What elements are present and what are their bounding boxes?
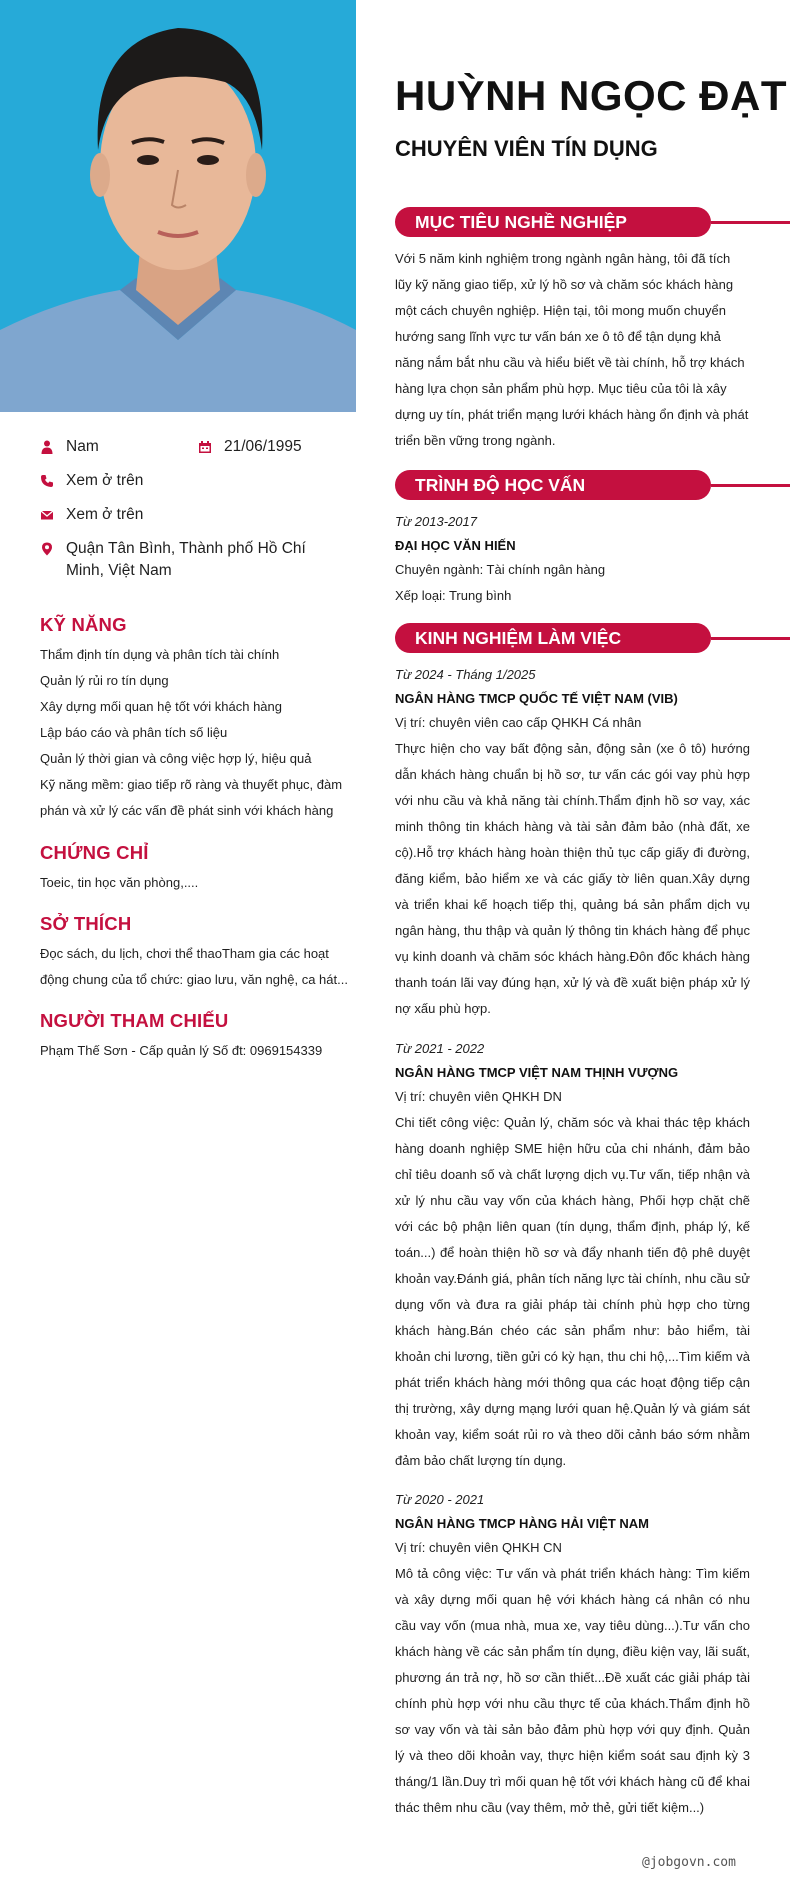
certificates-heading: CHỨNG CHỈ xyxy=(40,842,149,863)
location-pin-icon xyxy=(40,538,66,560)
job-description: Mô tả công việc: Tư vấn và phát triển khách hàng: Tìm kiếm và xây dựng mối quan hệ với khách hàng cá nhân có nhu cầu vay vốn (mua nhà, mua xe, vay tiêu dùng...).Tư vấn cho khách hàng về các sản phẩm tín dụng, điều kiện vay, lãi suất, phương án trả nợ, hồ sơ cần thiết...Đề xuất các giải pháp tài chính phù hợp với nhu cầu thực tế của khách.Thẩm định hồ sơ vay vốn và tài sản bảo đảm phù hợp với quy định. Quản lý và theo dõi khoản vay, thực hiện kiểm soát sau định kỳ 3 tháng/1 lần.Duy trì mối quan hệ tốt với khách hàng cũ để khai thác thêm nhu cầu (vay thêm, mở thẻ, gửi tiết kiệm...) xyxy=(395,1566,750,1815)
job-position: Vị trí: chuyên viên QHKH DN xyxy=(395,1089,562,1104)
objective-text: Với 5 năm kinh nghiệm trong ngành ngân hàng, tôi đã tích lũy kỹ năng giao tiếp, xử lý hồ sơ và chăm sóc khách hàng một cách chuyên nghiệp. Hiện tại, tôi mong muốn chuyển hướng sang lĩnh vực tư vấn bán xe ô tô để tận dụng khả năng nắm bắt nhu cầu và hiểu biết về tài chính, hỗ trợ khách hàng lựa chọn sản phẩm phù hợp. Mục tiêu của tôi là xây dựng uy tín, phát triển mạng lưới khách hàng ổn định và phát triển bền vững trong ngành. xyxy=(395,251,749,448)
job-position: Vị trí: chuyên viên QHKH CN xyxy=(395,1540,562,1555)
skill-item: Quản lý rủi ro tín dụng xyxy=(40,673,169,688)
left-column xyxy=(0,0,356,1884)
skill-item: Kỹ năng mềm: giao tiếp rõ ràng và thuyết phục, đàm phán và xử lý các vấn đề phát sinh với khách hàng xyxy=(40,777,343,818)
profile-photo xyxy=(0,0,356,412)
birthday-value: 21/06/1995 xyxy=(224,438,302,455)
job-period: Từ 2024 - Tháng 1/2025 xyxy=(395,667,536,682)
phone-icon xyxy=(40,470,66,492)
job-company: NGÂN HÀNG TMCP HÀNG HẢI VIỆT NAM xyxy=(395,1516,649,1531)
heading-divider xyxy=(711,637,790,640)
job-entry xyxy=(395,1490,750,1821)
heading-divider xyxy=(711,221,790,224)
references-text: Phạm Thế Sơn - Cấp quản lý Số đt: 0969154339 xyxy=(40,1043,323,1058)
calendar-icon xyxy=(198,436,224,458)
candidate-name: HUỲNH NGỌC ĐẠT xyxy=(395,72,787,119)
references-section xyxy=(40,1010,350,1064)
education-heading: TRÌNH ĐỘ HỌC VẤN xyxy=(395,470,711,500)
birthday-row xyxy=(198,436,302,458)
education-period: Từ 2013-2017 xyxy=(395,514,477,529)
watermark: @jobgovn.com xyxy=(642,1855,736,1870)
education-grade: Xếp loại: Trung bình xyxy=(395,588,512,603)
skill-item: Lập báo cáo và phân tích số liệu xyxy=(40,725,228,740)
email-row xyxy=(40,504,143,526)
experience-header xyxy=(395,623,790,653)
skills-heading: KỸ NĂNG xyxy=(40,614,127,635)
experience-heading: KINH NGHIỆM LÀM VIỆC xyxy=(395,623,711,653)
job-company: NGÂN HÀNG TMCP VIỆT NAM THỊNH VƯỢNG xyxy=(395,1065,679,1080)
candidate-title: CHUYÊN VIÊN TÍN DỤNG xyxy=(395,136,658,161)
portrait-image xyxy=(0,0,356,412)
education-entry xyxy=(395,512,750,609)
job-description: Chi tiết công việc: Quản lý, chăm sóc và khai thác tệp khách hàng doanh nghiệp SME hiện hữu của chi nhánh, đảm bảo chỉ tiêu doanh số và chất lượng dịch vụ.Tư vấn, tiếp nhận và xử lý nhu cầu vay vốn của khách hàng, Phối hợp chặt chẽ với các bộ phận liên quan (tín dụng, thẩm định, pháp lý, kế toán...) để hoàn thiện hồ sơ và đẩy nhanh tiến độ phê duyệt khoản vay.Đánh giá, phân tích năng lực tài chính, nhu cầu sử dụng vốn và đưa ra giải pháp tài chính phù hợp cho từng khách hàng.Bán chéo các sản phẩm như: bảo hiểm, tài khoản chi lương, tiền gửi có kỳ hạn, thu chi hộ,...Tìm kiếm và phát triển khách hàng mới thông qua các hoạt động tiếp cận thị trường, xây dựng mạng lưới quan hệ.Quản lý và giám sát khoản vay, kiểm soát rủi ro và theo dõi cảnh báo sớm nhằm đảm bảo chất lượng tín dụng. xyxy=(395,1115,750,1468)
objective-heading: MỤC TIÊU NGHỀ NGHIỆP xyxy=(395,207,711,237)
job-period: Từ 2021 - 2022 xyxy=(395,1041,485,1056)
hobbies-heading: SỞ THÍCH xyxy=(40,913,132,934)
education-school: ĐẠI HỌC VĂN HIẾN xyxy=(395,538,516,553)
job-entry xyxy=(395,1039,750,1474)
heading-divider xyxy=(711,484,790,487)
references-heading: NGƯỜI THAM CHIẾU xyxy=(40,1010,229,1031)
envelope-icon xyxy=(40,504,66,526)
address-row xyxy=(40,538,340,582)
hobbies-section xyxy=(40,913,350,993)
objective-header xyxy=(395,207,790,237)
certificates-text: Toeic, tin học văn phòng,.... xyxy=(40,875,199,890)
education-major: Chuyên ngành: Tài chính ngân hàng xyxy=(395,562,606,577)
job-position: Vị trí: chuyên viên cao cấp QHKH Cá nhân xyxy=(395,715,642,730)
job-entry xyxy=(395,665,750,1022)
email-value: Xem ở trên xyxy=(66,506,144,523)
gender-value: Nam xyxy=(66,438,99,455)
job-company: NGÂN HÀNG TMCP QUỐC TẾ VIỆT NAM (VIB) xyxy=(395,691,678,706)
job-description: Thực hiện cho vay bất động sản, động sản (xe ô tô) hướng dẫn khách hàng chuẩn bị hồ sơ, tư vấn các gói vay phù hợp với nhu cầu và khả năng tài chính.Thẩm định hồ sơ vay, xác minh thông tin khách hàng và tài sản đảm bảo (nhà đất, xe cộ).Hỗ trợ khách hàng hoàn thiện thủ tục cấp giấy đi đường, đăng kiểm, bảo hiểm xe và các giấy tờ liên quan.Xây dựng và triển khai kế hoạch tiếp thị, quảng bá sản phẩm dịch vụ ngân hàng, thu thập và quản lý thông tin khách hàng để phục vụ kinh doanh và chăm sóc khách hàng.Đôn đốc khách hàng thanh toán lãi vay đúng hạn, xử lý và đề xuất biện pháp xử lý nợ xấu phù hợp. xyxy=(395,741,750,1016)
right-column xyxy=(395,0,790,1884)
hobbies-text: Đọc sách, du lịch, chơi thể thaoTham gia các hoạt động chung của tổ chức: giao lưu, văn nghệ, ca hát... xyxy=(40,946,348,987)
certificates-section xyxy=(40,842,350,896)
skill-item: Quản lý thời gian và công việc hợp lý, hiệu quả xyxy=(40,751,312,766)
address-value: Quận Tân Bình, Thành phố Hồ Chí Minh, Việt Nam xyxy=(66,540,306,579)
phone-row xyxy=(40,470,143,492)
skill-item: Xây dựng mối quan hệ tốt với khách hàng xyxy=(40,699,282,714)
phone-value: Xem ở trên xyxy=(66,472,144,489)
skill-item: Thẩm định tín dụng và phân tích tài chính xyxy=(40,647,280,662)
gender-row xyxy=(40,436,99,458)
education-header xyxy=(395,470,790,500)
skills-section xyxy=(40,614,350,824)
job-period: Từ 2020 - 2021 xyxy=(395,1492,485,1507)
person-icon xyxy=(40,436,66,458)
